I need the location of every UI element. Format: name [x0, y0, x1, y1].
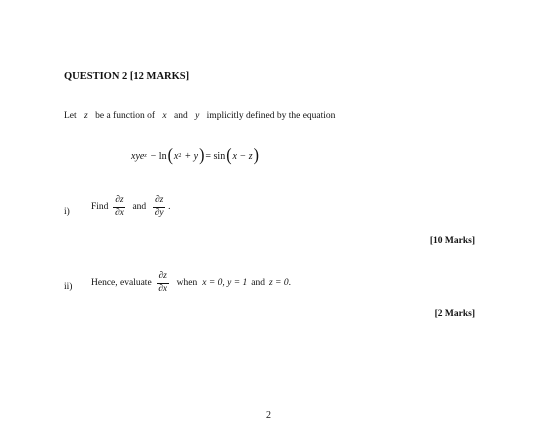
eq-x: x — [173, 150, 179, 162]
question-heading: QUESTION 2 [12 MARKS] — [64, 71, 190, 82]
part-ii-when: when — [176, 278, 198, 288]
fraction-numerator: ∂z — [115, 195, 124, 205]
var-y: y — [195, 111, 200, 121]
eq-plus-y: + y — [184, 150, 199, 162]
eq-sin-arg: x − z — [232, 150, 253, 162]
intro-text-and: and — [173, 111, 188, 121]
partial-z-y-fraction — [153, 196, 165, 218]
eq-equals-sin: = sin — [205, 150, 226, 162]
var-z: z — [84, 111, 88, 121]
part-ii-label: ii) — [64, 282, 73, 292]
fraction-denominator: ∂y — [154, 207, 164, 218]
eq-minus-ln: − ln — [150, 150, 167, 162]
part-ii-period: . — [288, 278, 291, 288]
part-i-find: Find — [91, 202, 109, 212]
page-number: 2 — [266, 410, 271, 421]
eq-left-paren: ( — [167, 145, 173, 166]
part-i-text — [91, 196, 171, 218]
question-intro — [64, 111, 335, 121]
partial-z-x-fraction — [113, 196, 125, 218]
fraction-numerator: ∂z — [154, 195, 164, 205]
fraction-numerator: ∂z — [158, 271, 167, 281]
implicit-equation — [131, 145, 260, 166]
eq-right-paren: ) — [199, 145, 205, 166]
part-ii-marks: [2 Marks] — [434, 309, 475, 319]
eq-sin-right-paren: ) — [253, 145, 259, 166]
part-ii-text — [91, 272, 291, 294]
part-ii-and: and — [251, 278, 265, 288]
intro-text-implicitly: implicitly defined by the equation — [206, 111, 336, 121]
fraction-denominator: ∂x — [158, 283, 168, 294]
intro-text-function-of: be a function of — [95, 111, 156, 121]
eq-exponent-z: z — [144, 153, 147, 159]
eq-square: 2 — [178, 153, 182, 159]
var-x: x — [162, 111, 167, 121]
part-ii-hence: Hence, evaluate — [91, 278, 152, 288]
part-ii-condition-xy: x = 0, y = 1 — [202, 278, 248, 288]
part-i-and: and — [132, 202, 147, 212]
fraction-denominator: ∂x — [114, 207, 124, 218]
eq-sin-left-paren: ( — [226, 145, 232, 166]
partial-z-x-fraction — [157, 272, 169, 294]
part-i-label: i) — [64, 207, 70, 217]
part-i-period: . — [168, 202, 171, 212]
part-ii-condition-z: z = 0 — [268, 278, 289, 288]
intro-text-let: Let — [64, 111, 77, 121]
eq-term-xye: xye — [131, 150, 145, 162]
part-i-marks: [10 Marks] — [429, 236, 475, 246]
